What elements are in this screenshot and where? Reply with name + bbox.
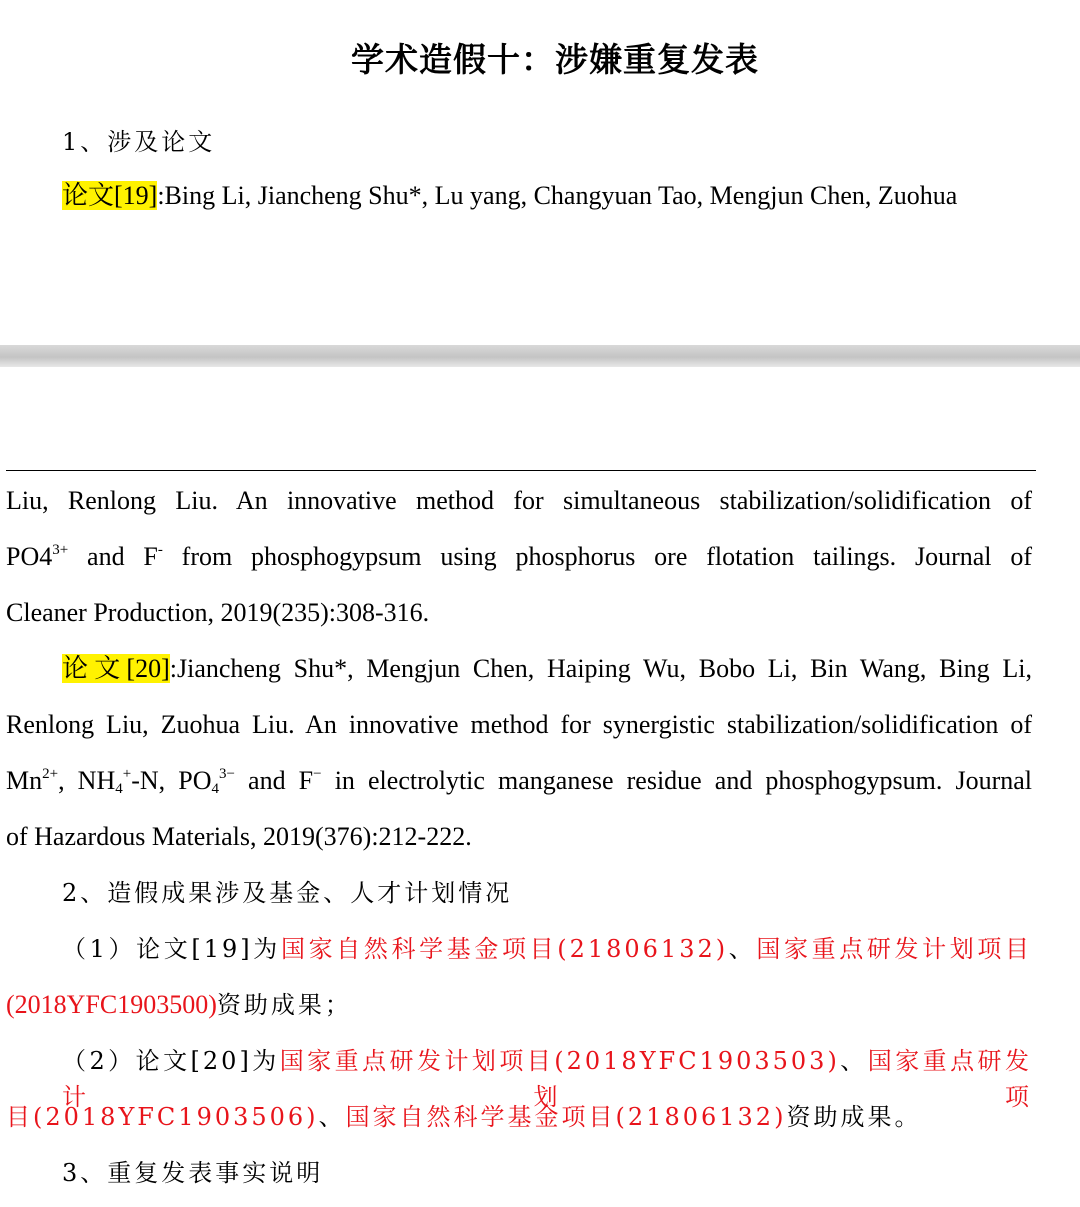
- paper20-line2: Renlong Liu, Zuohua Liu. An innovative method for synergistic stabilization/solidification of: [6, 710, 1032, 739]
- funding2-grant-c: 国家自然科学基金项目(21806132): [345, 1103, 787, 1131]
- paper19-authors: :Bing Li, Jiancheng Shu*, Lu yang, Changyuan Tao, Mengjun Chen, Zuohua: [157, 181, 958, 210]
- paper20-line3: $Mn^{2+}$, $NH_4^+-N$, $PO_4^{3-}$ and F− in electrolytic manganese residue and phosphogypsum. Journal: [6, 766, 1033, 797]
- funding1-line1: （1）论文[19]为国家自然科学基金项目(21806132)、国家重点研发计划项目: [62, 935, 1033, 963]
- paper19-line3: $PO4^{3+}$ and F- from phosphogypsum using phosphorus ore flotation tailings. Journal of: [6, 542, 1033, 571]
- funding2-line2: 目(2018YFC1903506)、国家自然科学基金项目(21806132)资助成果。: [6, 1103, 922, 1131]
- paper20-authors: :Jiancheng Shu*, Mengjun Chen, Haiping Wu, Bobo Li, Bin Wang, Bing Li,: [169, 654, 1032, 683]
- paper20-tag: 论文[20]: [62, 654, 170, 683]
- funding1-grant-a: 国家自然科学基金项目(21806132): [280, 935, 729, 963]
- paper19-line2: Liu, Renlong Liu. An innovative method for simultaneous stabilization/solidification of: [6, 486, 1032, 515]
- page-rule: [6, 470, 1036, 471]
- section2-heading: 2、造假成果涉及基金、人才计划情况: [62, 879, 513, 907]
- funding1-line2: (2018YFC1903500)资助成果；: [6, 990, 352, 1019]
- paper20-line1: [62, 651, 1032, 687]
- funding1-grant-b: 国家重点研发计划项目: [756, 935, 1033, 963]
- funding2-line1: （2）论文[20]为国家重点研发计划项目(2018YFC1903503)、国家重点研发计划项: [62, 1047, 1033, 1111]
- paper19-line1: [62, 178, 957, 214]
- page-gap: [0, 345, 1080, 367]
- funding2-grant-a: 国家重点研发计划项目(2018YFC1903503): [279, 1047, 840, 1075]
- page-title: 学术造假十：涉嫌重复发表: [351, 40, 759, 79]
- section1-heading: 1、涉及论文: [62, 128, 216, 156]
- funding2-grant-b: 国家重点研发计划项: [62, 1047, 1033, 1111]
- paper19-line4: Cleaner Production, 2019(235):308-316.: [6, 598, 430, 627]
- section3-heading: 3、重复发表事实说明: [62, 1159, 324, 1187]
- paper20-line4: of Hazardous Materials, 2019(376):212-222.: [6, 822, 472, 851]
- paper19-tag: 论文[19]: [62, 181, 158, 210]
